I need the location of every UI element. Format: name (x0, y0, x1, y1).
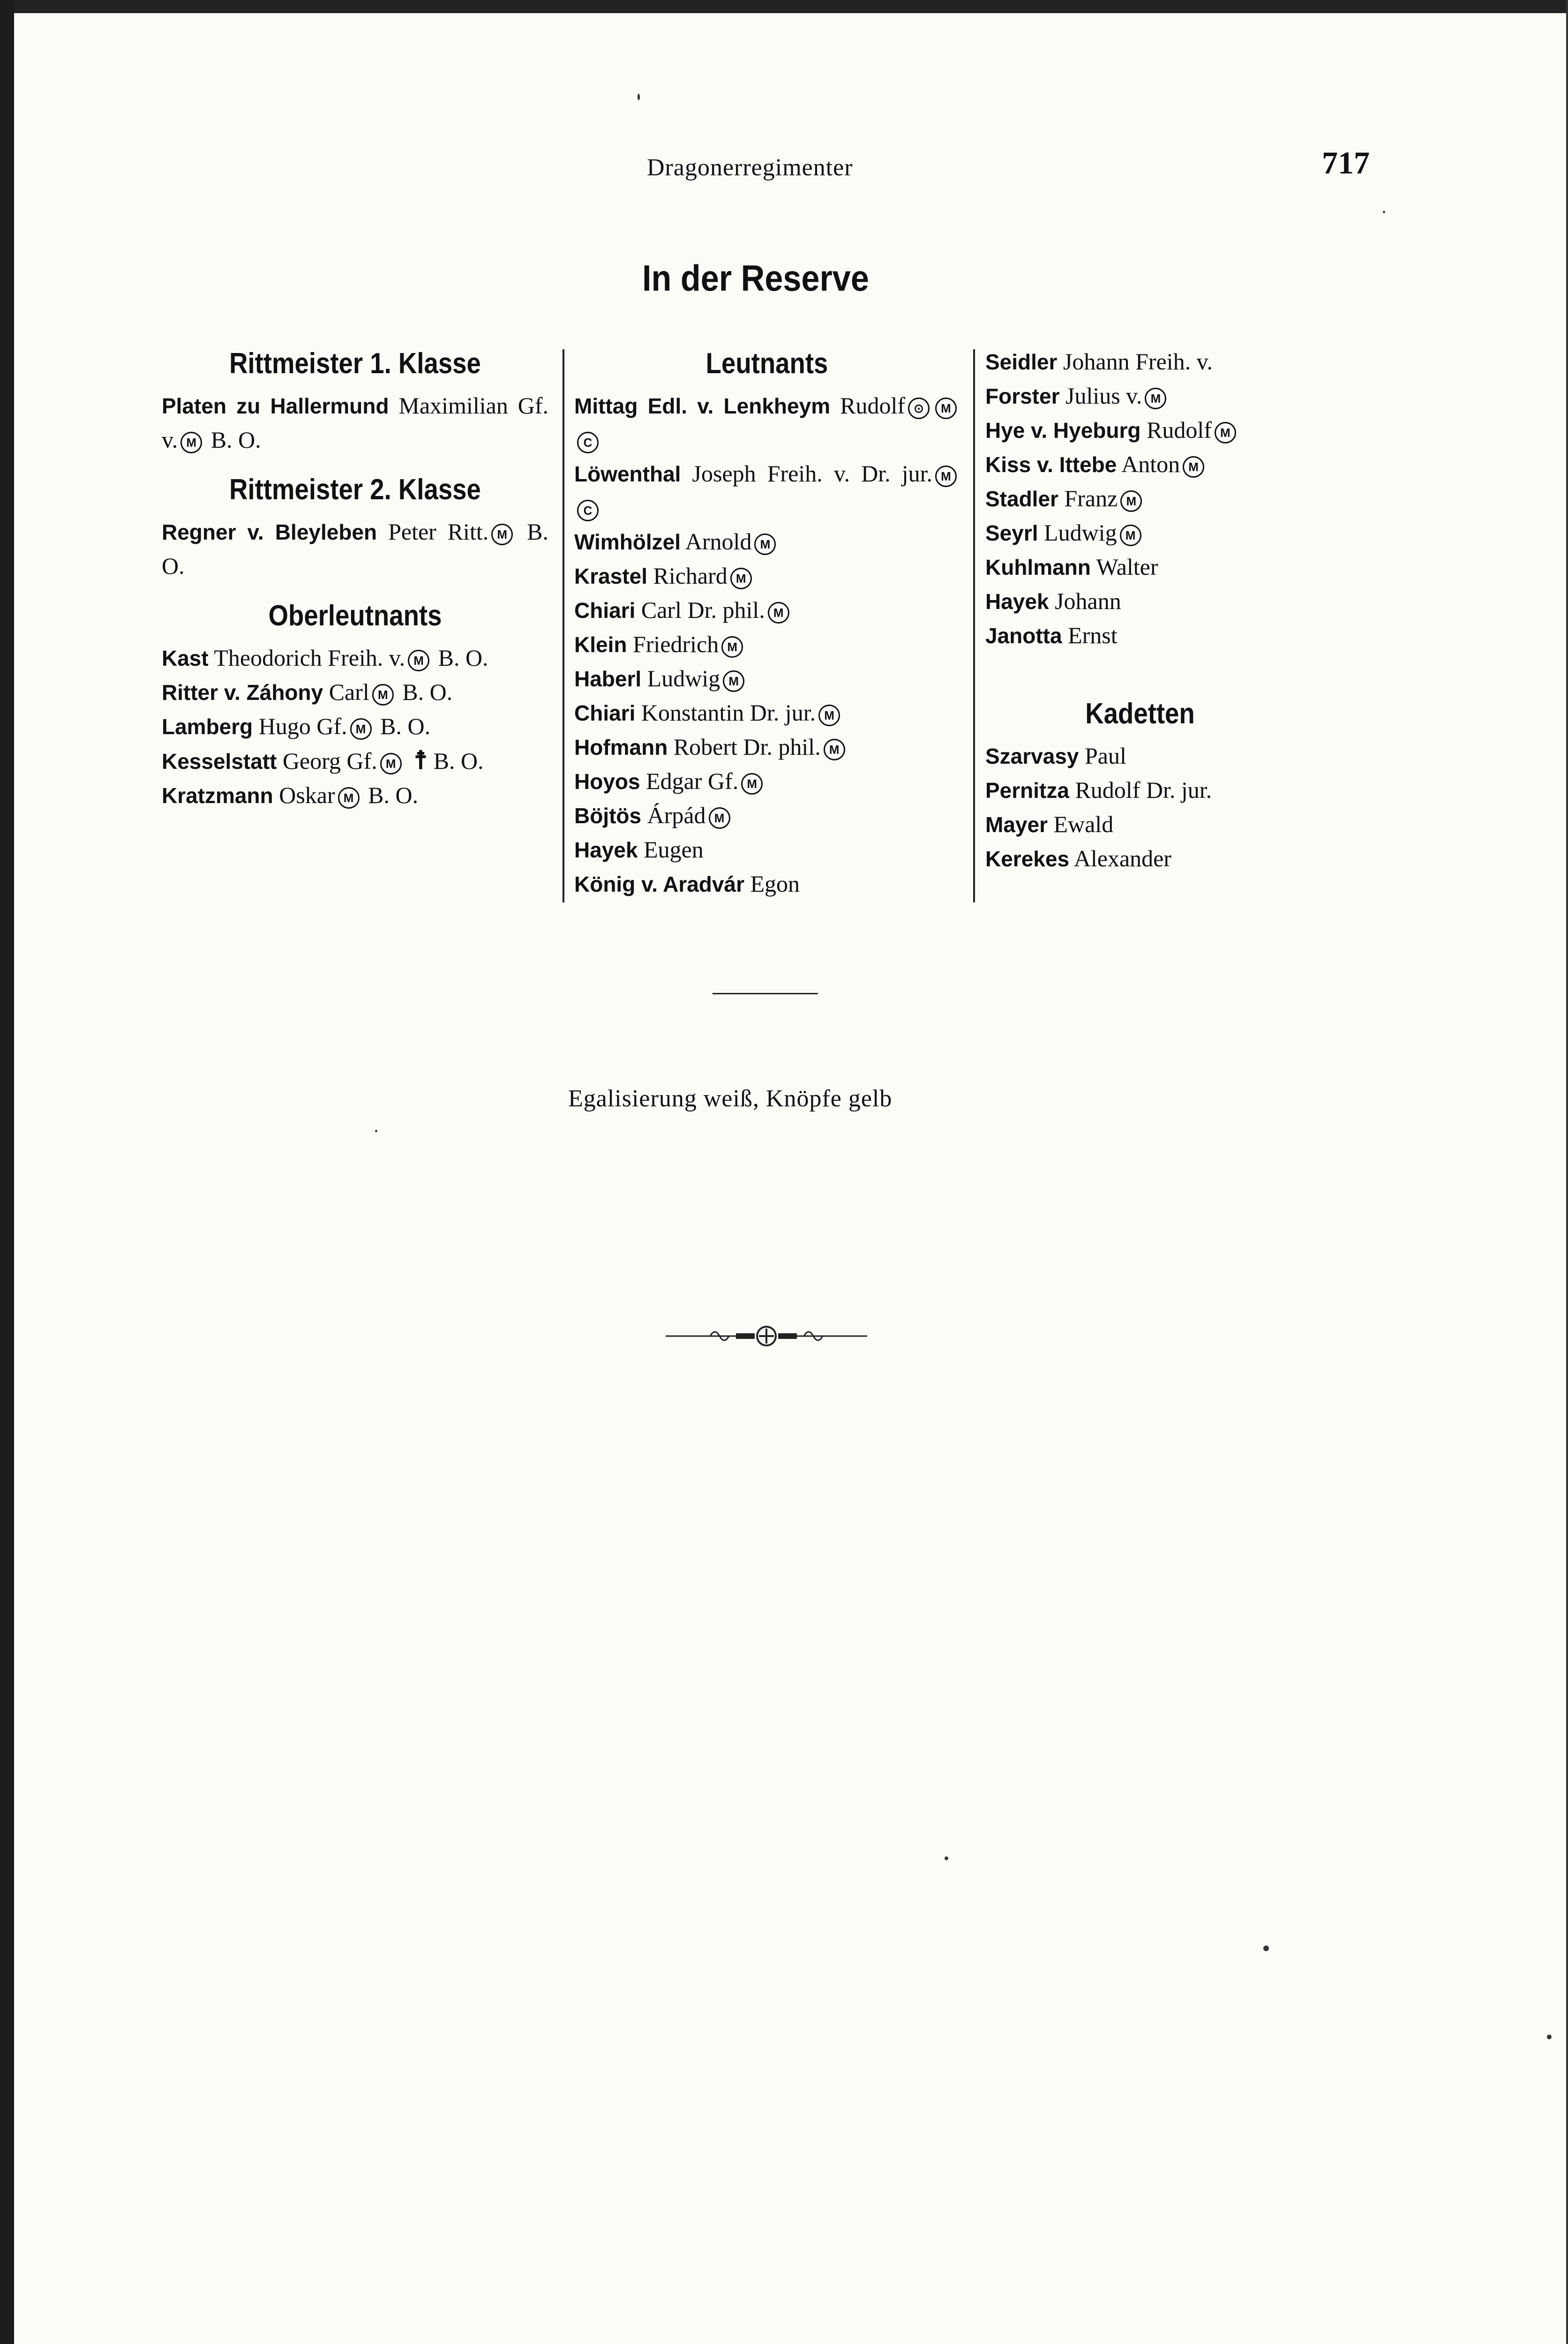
officer-surname: Böjtös (574, 804, 642, 828)
decoration-badge-icon: ⊙ (908, 398, 930, 419)
scan-speck (1547, 2035, 1552, 2039)
roster-entry (162, 709, 548, 744)
officer-given-name: Egon (750, 871, 800, 897)
scan-speck (638, 94, 640, 100)
roster-entry (162, 675, 548, 709)
roster-entry (574, 798, 960, 833)
scan-border-left (0, 0, 14, 2344)
officer-given-name: Johann Freih. v. (1063, 348, 1213, 375)
officer-surname: Forster (985, 384, 1060, 408)
officer-surname: Hye v. Hyeburg (985, 418, 1141, 443)
officer-given-name: Edgar Gf. (646, 768, 739, 794)
officer-given-name: Ludwig (647, 665, 720, 691)
decoration-badge-icon: M (1183, 456, 1204, 478)
column-divider-2 (973, 349, 975, 902)
officer-surname: Platen zu Hallermund (162, 394, 389, 418)
officer-given-name: Eugen (644, 836, 704, 863)
decoration-badge-icon: M (721, 636, 743, 658)
officer-rank-suffix: B. O. (438, 645, 488, 671)
scroll-ornament-icon (666, 1322, 867, 1352)
officer-given-name: Rudolf Dr. jur. (1075, 777, 1212, 803)
officer-rank-suffix: B. O. (402, 679, 453, 705)
roster-entry (162, 778, 548, 812)
officer-given-name: Ewald (1053, 811, 1114, 837)
scan-border-right (1566, 0, 1568, 2344)
officer-surname: Stadler (985, 487, 1058, 511)
officer-rank-suffix: B. O. (210, 427, 261, 453)
officer-given-name: Theodorich Freih. v. (214, 645, 405, 671)
officer-surname: Klein (574, 632, 627, 657)
roster-entry (574, 389, 960, 457)
roster-entry (162, 744, 548, 778)
roster-entry (985, 413, 1295, 447)
officer-surname: Szarvasy (985, 744, 1079, 768)
officer-rank-suffix: B. O. (162, 518, 549, 579)
decoration-badge-icon: M (1120, 525, 1141, 546)
roster-entry (574, 730, 960, 764)
officer-given-name: Ludwig (1044, 519, 1117, 546)
section-separator (713, 993, 818, 994)
officer-surname: Seyrl (985, 521, 1038, 545)
officer-surname: Lamberg (162, 714, 253, 739)
section-title: In der Reserve (642, 257, 869, 299)
decoration-badge-icon: M (709, 807, 730, 829)
scan-speck (1383, 211, 1385, 213)
officer-given-name: Arnold (685, 528, 752, 555)
decoration-badge-icon: M (380, 753, 402, 774)
column-heading: Leutnants (705, 347, 828, 380)
officer-surname: Mittag Edl. v. Lenkheym (574, 394, 831, 418)
officer-given-name: Julius v. (1065, 383, 1142, 409)
running-header: Dragonerregimenter (647, 154, 853, 181)
officer-given-name: Hugo Gf. (258, 713, 347, 739)
column-heading: Oberleutnants (268, 600, 442, 632)
roster-entry (574, 525, 960, 559)
officer-surname: Kesselstatt (162, 749, 277, 774)
officer-surname: Chiari (574, 701, 636, 725)
officer-surname: Krastel (574, 564, 647, 588)
officer-given-name: Joseph Freih. v. Dr. jur. (692, 460, 933, 487)
officer-surname: Hayek (985, 589, 1049, 614)
decoration-badge-icon: M (1120, 490, 1142, 512)
officer-surname: Wimhölzel (574, 530, 681, 554)
officer-rank-suffix: B. O. (368, 782, 419, 808)
cross-icon: ☨ (413, 746, 428, 774)
officer-surname: Hofmann (574, 735, 668, 759)
reserve-column-3 (985, 345, 1295, 876)
officer-rank-suffix: B. O. (380, 713, 431, 739)
decoration-badge-icon: M (818, 705, 840, 726)
officer-given-name: Rudolf (1146, 417, 1212, 443)
officer-given-name: Ernst (1068, 622, 1118, 648)
column-heading: Rittmeister 2. Klasse (229, 473, 481, 506)
officer-surname: Löwenthal (574, 462, 681, 486)
decoration-badge-icon: M (338, 787, 360, 809)
decoration-badge-icon: M (491, 524, 513, 545)
roster-entry (574, 696, 960, 730)
roster-entry (985, 447, 1295, 481)
officer-surname: Kuhlmann (985, 555, 1091, 579)
decoration-badge-icon: M (1145, 388, 1166, 409)
roster-entry (574, 661, 960, 696)
officer-surname: Janotta (985, 624, 1062, 648)
decoration-badge-icon: M (935, 398, 957, 419)
officer-given-name: Maximilian Gf. v. (162, 392, 548, 453)
officer-given-name: Konstantin Dr. jur. (641, 699, 816, 726)
officer-surname: Hayek (574, 838, 638, 862)
roster-entry (985, 379, 1295, 413)
officer-surname: Regner v. Bleyleben (162, 520, 377, 544)
roster-entry (985, 807, 1295, 841)
decoration-badge-icon: C (577, 432, 599, 453)
reserve-column-1 (162, 349, 548, 812)
decoration-badge-icon: M (723, 670, 744, 692)
decoration-badge-icon: M (180, 432, 202, 453)
officer-given-name: Friedrich (632, 631, 719, 657)
scan-speck (375, 1130, 377, 1132)
roster-entry (574, 559, 960, 593)
officer-surname: Ritter v. Záhony (162, 680, 323, 705)
scan-border-top (0, 0, 1568, 13)
roster-entry (574, 593, 960, 627)
officer-surname: Chiari (574, 598, 636, 623)
roster-entry (574, 627, 960, 661)
officer-given-name: Rudolf (840, 392, 906, 419)
officer-given-name: Peter Ritt. (388, 518, 489, 545)
decoration-badge-icon: M (741, 773, 763, 795)
roster-entry (574, 457, 960, 525)
officer-surname: Pernitza (985, 778, 1069, 803)
officer-surname: Hoyos (574, 769, 640, 794)
decoration-badge-icon: M (350, 718, 372, 740)
column-heading: Rittmeister 1. Klasse (229, 347, 481, 380)
officer-surname: Kiss v. Ittebe (985, 452, 1117, 477)
roster-entry (985, 739, 1295, 773)
officer-given-name: Carl Dr. phil. (641, 597, 765, 623)
officer-given-name: Alexander (1073, 845, 1172, 871)
roster-entry (985, 841, 1295, 876)
officer-given-name: Georg Gf. (282, 748, 377, 774)
officer-surname: König v. Aradvár (574, 872, 744, 896)
officer-surname: Haberl (574, 667, 642, 691)
roster-entry (985, 550, 1295, 584)
officer-given-name: Robert Dr. phil. (673, 734, 821, 760)
roster-entry (162, 641, 548, 675)
roster-entry (985, 773, 1295, 807)
page-number: 717 (1322, 145, 1370, 180)
scan-speck (1263, 1946, 1269, 1951)
officer-given-name: Richard (653, 563, 728, 589)
roster-entry (985, 584, 1295, 618)
scan-speck (945, 1856, 948, 1860)
reserve-column-2 (574, 349, 960, 901)
decoration-badge-icon: M (1215, 422, 1236, 443)
decoration-badge-icon: M (730, 568, 752, 589)
decoration-badge-icon: M (372, 684, 394, 706)
roster-entry (985, 345, 1295, 379)
decoration-badge-icon: C (577, 500, 599, 521)
column-heading: Kadetten (1085, 698, 1195, 730)
officer-surname: Seidler (985, 350, 1058, 374)
officer-surname: Mayer (985, 812, 1048, 837)
officer-given-name: Anton (1121, 451, 1180, 477)
decoration-badge-icon: M (824, 739, 845, 760)
officer-given-name: Franz (1064, 485, 1118, 511)
facing-colors-note: Egalisierung weiß, Knöpfe gelb (568, 1085, 893, 1112)
officer-surname: Kratzmann (162, 783, 273, 808)
officer-rank-suffix: B. O. (433, 748, 484, 774)
officer-given-name: Johann (1055, 588, 1121, 614)
roster-entry (574, 833, 960, 867)
decoration-badge-icon: M (768, 602, 789, 624)
decoration-badge-icon: M (408, 650, 429, 671)
decoration-badge-icon: M (935, 466, 957, 487)
roster-entry (574, 867, 960, 901)
decoration-badge-icon: M (754, 533, 776, 555)
roster-entry (985, 516, 1295, 550)
roster-entry (574, 764, 960, 798)
officer-surname: Kast (162, 646, 209, 670)
officer-surname: Kerekes (985, 847, 1070, 871)
officer-given-name: Árpád (647, 802, 706, 828)
roster-entry (985, 481, 1295, 516)
roster-entry (162, 515, 548, 583)
roster-entry (162, 389, 548, 457)
officer-given-name: Paul (1085, 743, 1126, 769)
officer-given-name: Oskar (279, 782, 335, 808)
officer-given-name: Walter (1096, 554, 1158, 580)
officer-given-name: Carl (329, 679, 369, 705)
column-divider-1 (563, 349, 564, 902)
roster-entry (985, 618, 1295, 653)
